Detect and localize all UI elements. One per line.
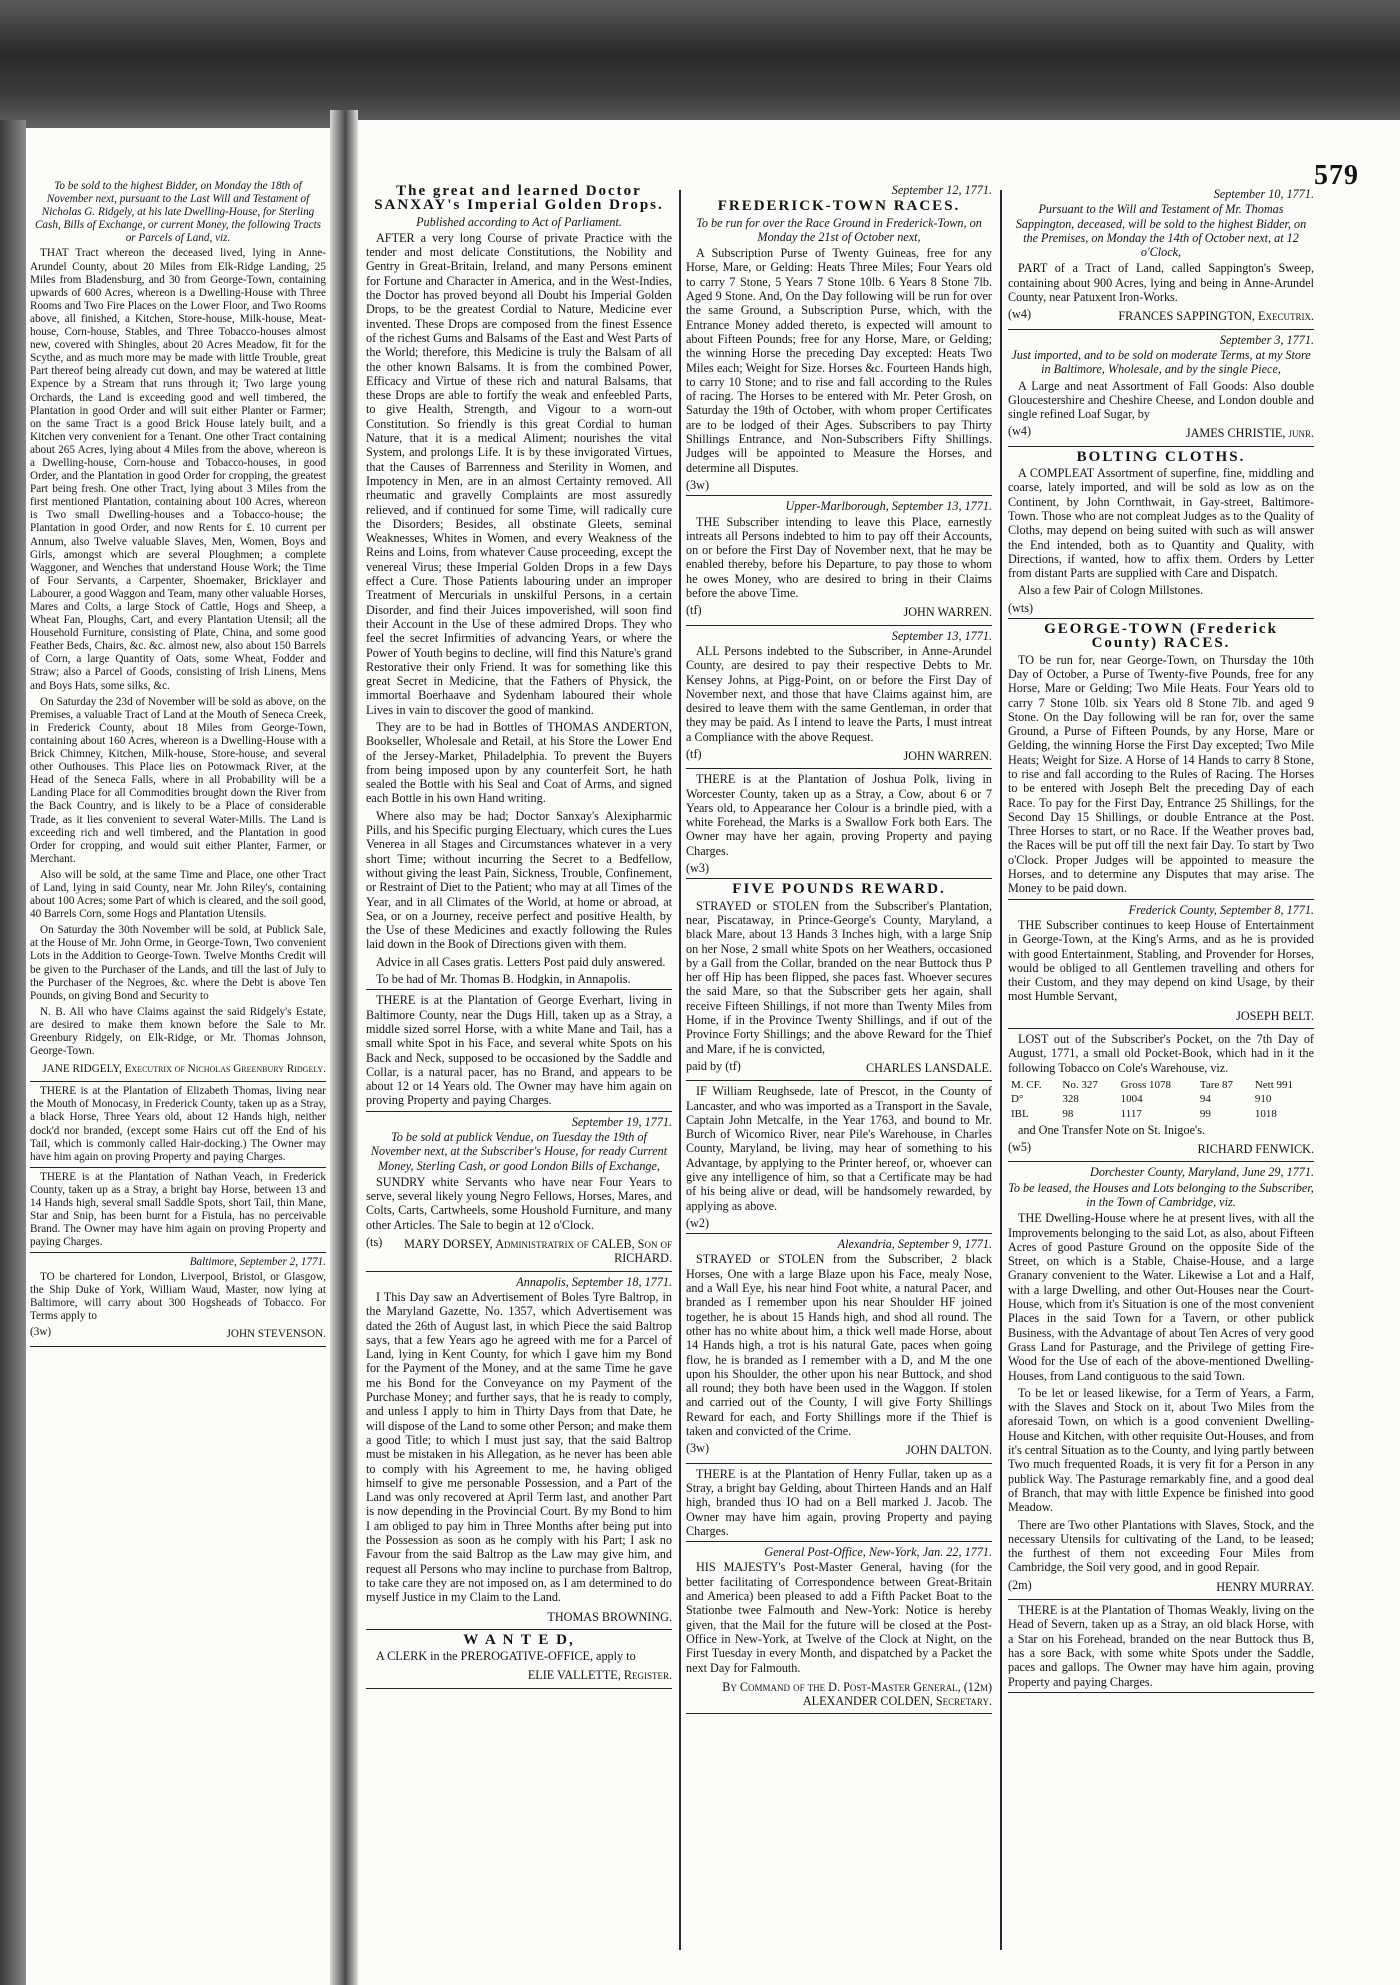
ad-paragraph: Advice in all Cases gratis. Letters Post paid duly answered. (376, 954, 666, 969)
ad-date: Alexandria, September 9, 1771. (837, 1237, 992, 1252)
ad-signature: JOHN WARREN. (903, 748, 992, 763)
ad-paragraph: A Subscription Purse of Twenty Guineas, free for any Horse, Mare, or Gelding: Heats Three Miles; Four Years old to carry 7 Stone, 5 Years 7 Stone 10lb. 6 Years 8 Stone 7lb. Aged 9 Stone. And, On the Day following will be run for over the same Ground, a Subscription Purse, which, with the Entrance Money added thereto, is expected will amount to about Fifteen Pounds; free for any Horse, Mare, or Gelding; the winning Horse the preceding Day excepted: Heats Two Miles each; Weight for Size. Horses &c. Fourteen Hands high, to carry 10 Stone; and to rise and fall according to the Rules of racing. The Horses to be entered with Mr. Peter Grosh, on Saturday the 19th of October, with whom proper Certificates are to be lodged of their Ages. Subscribers to pay Thirty Shillings Entrance, and Non-Subscribers Fifty Shillings. Judges will be appointed to Measure the Horses, and determine all Disputes. (686, 246, 992, 475)
column-4 (1008, 186, 1314, 1966)
table-cell: 328 (1062, 1093, 1079, 1106)
table-cell: 1117 (1120, 1107, 1142, 1120)
ad-paragraph: THE Dwelling-House where he at present lives, with all the Improvements belonging to the said Lot, as also, about Fifteen Acres of good Pasture Ground on the opposite Side of the Street, on which is a Stable, Chaise-House, and a large Granary convenient to the Water. Likewise a Lot and a Half, with a large Dwelling, and other Out-Houses near the Court-House, which from it's Situation is one of the most convenient Places in the said Town for a Tavern, or other publick Business, with the Advantage of about Ten Acres of very good Grass Land for Pasturage, and the Privilege of getting Fire-Wood for the Use of each of the above-mentioned Dwelling-Houses, from Land contiguous to the said Town. (1008, 1211, 1314, 1383)
advertisement (686, 499, 992, 621)
ad-divider (686, 495, 992, 496)
ad-divider (1008, 618, 1314, 619)
ad-signature-line (686, 747, 992, 765)
table-row (1008, 1107, 1314, 1121)
ad-title: W A N T E D, (463, 1631, 575, 1648)
advertisement (686, 772, 992, 875)
ad-signature-line (366, 1608, 672, 1626)
ad-code: (w5) (1008, 1140, 1032, 1155)
ad-code: (w2) (686, 1215, 710, 1230)
advertisement (366, 184, 672, 986)
ad-paragraph: THE Subscriber intending to leave this Place, earnestly intreats all Persons indebted to him to pay off their Accounts, on or before the First Day of November next, that he may be enabled thereby, before his Departure, to pay those to whom he owes Money, who are desired to bring in their Claims before the above Time. (686, 514, 992, 601)
ad-paragraph: STRAYED or STOLEN from the Subscriber's Plantation, near, Piscataway, in Prince-George's County, Maryland, a black Mare, about 13 Hands 3 Inches high, with a large Snip on her Nose, 2 small white Spots on her Weathers, occasioned by a Gall from the Collar, branded on the near Buttock thus P her off Hip has been flipped, she paces fast. Whoever secures the said Mare, so that the Subscriber gets her again, shall receive Fifteen Shillings, if not more than Twenty Miles from Home, if in the Province Twenty Shillings, and if out of the Province Forty Shillings; and the above Reward for the Thief and Mare, if he is convicted, (686, 898, 992, 1056)
ad-date: September 3, 1771. (1219, 332, 1314, 347)
ad-divider (686, 1463, 992, 1464)
ad-code: (w4) (1008, 424, 1032, 439)
ad-signature-line (686, 1059, 992, 1077)
ad-note: and One Transfer Note on St. Inigoe's. (1018, 1122, 1206, 1137)
ad-divider (686, 768, 992, 769)
ad-code: (tf) (686, 746, 702, 761)
ad-divider (1008, 1599, 1314, 1600)
ad-code: (w3) (686, 861, 710, 876)
ad-signature-line (366, 1666, 672, 1684)
ad-date: Dorchester County, Maryland, June 29, 1771. (1090, 1165, 1314, 1180)
ad-signature: HENRY MURRAY. (1216, 1579, 1314, 1594)
ad-intro: To be sold to the highest Bidder, on Monday the 18th of November next, pursuant to the Last Will and Testament of Nicholas G. Ridgely, at his late Dwelling-House, for Sterling Cash, Bills of Exchange, or current Money, the following Tracts or Parcels of Land, viz. (34, 180, 322, 245)
ad-signature: THOMAS BROWNING. (547, 1609, 672, 1624)
ad-divider (686, 878, 992, 879)
table-cell: 94 (1199, 1093, 1211, 1106)
ad-code: (3w) (686, 1441, 710, 1456)
advertisement (366, 1633, 672, 1685)
book-spine (330, 110, 358, 1985)
book-top-shadow (0, 0, 1400, 135)
ad-paragraph: ALL Persons indebted to the Subscriber, in Anne-Arundel County, are desired to pay their respective Debts to Mr. Kensey Johns, at Pigg-Point, on or before the First Day of November next, and those that have Claims against him, are desired to leave them with the same Gentleman, in order that they may be paid. As I intend to leave the Parts, I must intreat a Compliance with the above Request. (686, 643, 992, 744)
ad-signature-line (1008, 1140, 1314, 1158)
ad-paragraph: AFTER a very long Course of private Practice with the tender and most delicate Constitutions, the Nobility and Gentry in Great-Britain, Ireland, and many Persons eminent for Fortune and Character in America, and in the West-Indies, the Doctor has proved beyond all Doubt his Imperial Golden Drops, to be the greatest Cordial to Nature, Medicine ever invented. These Drops are composed from the finest Essence of the richest Gums and Balsams of the East and West Parts of the World; therefore, this Medicine is truly the Balsam of all the other known Balsams. It is from the combined Power, Efficacy and Virtue of these rich and natural Balsams, that these Drops are able to fortify the weak and enfeebled Parts, to give Health, Strength, and Vigour to a worn-out Constitution. So friendly is this great Cordial to human Nature, that it is a medical Aliment; nourishes the vital System, and prolongs Life. It is by these invigorated Virtues, that the Causes of Barrenness and Sterility in Women, and Impotency in Men, are in an almost Certainty removed. All rheumatic and gravelly Complaints are most assuredly relieved, and if continued for some Time, will radically cure the Disorders; Besides, all obstinate Gleets, seminal Weaknesses, Whites in Women, and every Weakness of the Reins and Loins, from whatever Cause proceeding, except the venereal Virus; these Imperial Golden Drops in a few Days effect a Cure. Those Patients labouring under an improper Treatment of Mercurials in unskilful Persons, in a certain Disorder, and find their Juices impoverished, will soon find their Account in the Use of these admired Drops. They who feel the secret Infirmities of advancing Years, or where the Power of Youth begins to decline, will find this Nature's grand Restorative their only Friend. It was for something like this great Secret in Medicine, that the Fathers of Physick, the immortal Boerhaave and Sydenham laboured their whole Lives in vain to discover the good of mankind. (366, 230, 672, 717)
ad-signature: JOSEPH BELT. (1236, 1008, 1314, 1023)
ad-divider (30, 1081, 326, 1082)
ad-paragraph: A CLERK in the PREROGATIVE-OFFICE, apply to (376, 1649, 636, 1664)
column-3 (686, 182, 992, 1962)
advertisement (30, 1256, 326, 1343)
ad-divider (366, 1111, 672, 1112)
ad-paragraph: There are Two other Plantations with Slaves, Stock, and the necessary Utensils for cultivating of the Land, to be leased; the furthest of them not exceeding Four Miles from Cambridge, the Soil very good, and in good Repair. (1008, 1517, 1314, 1575)
ad-paragraph: STRAYED or STOLEN from the Subscriber, 2 black Horses, One with a large Blaze upon his Face, mealy Nose, and a Wall Eye, his near hind Foot white, a natural Pacer, and branded as I remember upon his near Shoulder HF joined together, he is about 15 Hands high, and shod all round. The other has no white about him, a thick well made Horse, about 14 Hands high, a trot is his natural Gate, paces when going flow, he is branded as I remember with a D, and M the one upon his Shoulder, the other upon his near Buttock, and shod all round; they both have been used in the Waggon. If stolen and carried out of the County, I will give Forty Shillings Reward for each, and Forty Shillings more if the Thief is taken and convicted of the Crime. (686, 1252, 992, 1439)
ad-code: (tf) (686, 603, 702, 618)
advertisement (686, 1545, 992, 1710)
table-cell: 1018 (1254, 1107, 1277, 1120)
table-cell: No. 327 (1062, 1078, 1098, 1091)
ad-date: September 13, 1771. (891, 628, 992, 643)
table-row (1008, 1078, 1314, 1092)
ad-date: September 10, 1771. (1213, 187, 1314, 201)
book-left-edge (0, 120, 26, 1985)
advertisement (686, 1237, 992, 1459)
ad-code: (wts) (1008, 600, 1034, 615)
advertisement (686, 629, 992, 766)
ad-paragraph: To be had of Mr. Thomas B. Hodgkin, in Annapolis. (376, 972, 631, 987)
ad-signature-line (1008, 307, 1314, 325)
ad-signature: JAMES CHRISTIE, junr. (1185, 426, 1314, 441)
ad-paragraph: THERE is at the Plantation of George Everhart, living in Baltimore County, near the Dugs Hill, taken up as a Stray, a middle sized sorrel Horse, with a white Mane and Tail, has a small white Spot in his Face, and several white Spots on his Back and Neck, supposed to be occasioned by the Saddle and Collar, is a natural pacer, has no Brand, and appears to be about 12 or 14 Years old. The Owner may have him again on proving Property and paying Charges. (366, 993, 672, 1108)
ad-date: September 19, 1771. (571, 1114, 672, 1129)
table-cell: IBL (1011, 1107, 1029, 1120)
ad-divider (366, 1271, 672, 1272)
advertisement (1008, 903, 1314, 1025)
advertisement (1008, 622, 1314, 896)
ad-divider (30, 1346, 326, 1347)
advertisement (30, 180, 326, 1078)
ad-signature: CHARLES LANSDALE. (866, 1060, 992, 1075)
ad-paragraph: THERE is at the Plantation of Henry Fullar, taken up as a Stray, a bright bay Gelding, about Thirteen Hands and an Half high, branded thus IO had on a Bell marked J. Jacob. The Owner may have him again, proving Property and paying Charges. (686, 1466, 992, 1538)
ad-signature-line (686, 1216, 992, 1230)
ad-paragraph: Where also may be had; Doctor Sanxay's Alexipharmic Pills, and his Specific purging Electuary, which cures the Lues Venerea in all Stages and Circumstances whatever in a very short Time; without incurring the Secret to a Bedfellow, without giving the least Pain, Sickness, Trouble, Confinement, or Restraint of Diet to the Patient; who may at all Times of the Year, and in all Climates of the World, at home or abroad, at Sea, or on a Journey, receive perfect and positive Health, by the Use of these Medicines and exactly following the Rules laid down in the Book of Directions given with them. (366, 808, 672, 952)
ad-title: FREDERICK-TOWN RACES. (717, 198, 961, 215)
ad-signature: JOHN DALTON. (906, 1443, 992, 1458)
ad-signature-line (686, 1441, 992, 1459)
ad-paragraph: A Large and neat Assortment of Fall Goods: Also double Gloucestershire and Cheshire Cheese, and London double and single refined Loaf Sugar, by (1008, 378, 1314, 422)
ad-divider (30, 1167, 326, 1168)
ad-paragraph: They are to be had in Bottles of THOMAS ANDERTON, Bookseller, Wholesale and Retail, at his Store the Lower End of the Jersey-Market, Philadelphia. To prevent the Buyers from being imposed upon by any counterfeit Sort, he hath sealed the Bottle with his Seal and Coat of Arms, and signed each Bottle in his own Hand writing. (366, 719, 672, 806)
ad-paragraph: Also will be sold, at the same Time and Place, one other Tract of Land, lying in said County, near Mr. John Riley's, containing about 100 Acres; some Part of which is cleared, and the soil good, 40 Barrels Corn, some Hogs and Plantation Utensils. (30, 868, 326, 921)
ad-signature-line (30, 1061, 326, 1078)
advertisement (366, 993, 672, 1107)
table-row (1008, 1092, 1314, 1106)
ad-title: BOLTING CLOTHS. (1076, 448, 1246, 465)
ad-divider (686, 625, 992, 626)
ad-date: General Post-Office, New-York, Jan. 22, 1771. (764, 1545, 992, 1560)
ad-signature-line (686, 861, 992, 875)
ad-code: (3w) (30, 1325, 52, 1338)
ad-divider (1008, 446, 1314, 447)
ad-date: Upper-Marlborough, September 13, 1771. (785, 499, 992, 514)
advertisement (30, 1171, 326, 1250)
ad-signature-line (366, 1235, 672, 1268)
ad-title: FIVE POUNDS REWARD. (732, 881, 946, 898)
advertisement (1008, 450, 1314, 615)
advertisement (1008, 1032, 1314, 1158)
ad-date: Annapolis, September 18, 1771. (516, 1274, 672, 1289)
ad-signature: MARY DORSEY, Administratrix of CALEB, Son of RICHARD. (404, 1237, 672, 1266)
ad-date: Baltimore, September 2, 1771. (189, 1256, 326, 1269)
advertisement (30, 1085, 326, 1164)
advertisement (366, 1275, 672, 1626)
ad-intro: Just imported, and to be sold on moderate Terms, at my Store in Baltimore, Wholesale, and by the single Piece, (1011, 347, 1311, 377)
tobacco-table (1008, 1078, 1314, 1121)
ad-divider (30, 1252, 326, 1253)
ad-nb: N. B. All who have Claims against the said Ridgely's Estate, are desired to make them known before the Sale to Mr. Greenbury Ridgely, on Elk-Ridge, or Mr. Thomas Johnson, George-Town. (30, 1005, 326, 1058)
ad-paragraph: I This Day saw an Advertisement of Boles Tyre Baltrop, in the Maryland Gazette, No. 1357, which Advertisement was dated the 26th of August last, in which Piece the said Baltrop says, that a few Years ago he agreed with me for a Parcel of Land, lying in Kent County, for which I gave him my Bond for the Payment of the Money, and at the same Time he gave me his Bond for the Conveyance on my Payment of the Purchase Money; and further says, that he is ready to comply, and unless I apply to him in Thirty Days from that Date, he will dispose of the Land to some other Person; and make them a good Title; to which I must just say, that the said Baltrop must be mistaken in his Allegation, as he never has been able to comply with his Agreement to me, he having obliged himself to give me personable Possession, and a Part of the Land was only recovered at April Term last, and another Part is now depending in the Provincial Court. By my Bond to him I am obliged to pay him in Three Months after being put into the Possession as soon as he comply with his Part; I ask no Favour from the said Baltrop as the Law may give him, and request all Persons who may incline to purchase from Baltrop, to take care they are not imposed on, as I am determined to do myself Justice in my Claim to the Land. (366, 1289, 672, 1605)
ad-paragraph: A COMPLEAT Assortment of superfine, fine, middling and coarse, lately imported, and will be sold as low as on the Continent, by John Cornthwait, in Gay-street, Baltimore-Town. Those who are not compleat Judges as to the Quality of Cloths, may depend on being suited with such as will answer the End intended, both as to Quantity and Quality, with Directions, if wanted, how to affix them. Orders by Letter from distant Parts are supplied with Care and Dispatch. (1008, 466, 1314, 581)
ad-title: The great and learned Doctor SANXAY's Imperial Golden Drops. (374, 183, 664, 214)
advertisement (686, 1084, 992, 1230)
ad-date: Frederick County, September 8, 1771. (1128, 902, 1314, 917)
ad-signature: RICHARD FENWICK. (1197, 1142, 1314, 1157)
ad-paragraph: THERE is at the Plantation of Thomas Weakly, living on the Head of Severn, taken up as a Stray, an old black Horse, with a Star on his Forehead, branded on the near Buttock thus B, has a sore Back, with some white Spots under the Saddle, paces and gallops. The Owner may have him again, proving Property and paying Charges. (1008, 1603, 1314, 1689)
ad-paragraph: TO be run for, near George-Town, on Thursday the 10th Day of October, a Purse of Twenty-five Pounds, free for any Horse, Mare or Gelding; Two Mile Heats. Four Years old to carry 7 Stone 10lb. six Years old 8 Stone 7lb. and aged 9 Stone. On the Day following will be ran for, over the same Ground, a Purse of Fifteen Pounds, by any Horse, Mare or Gelding, the winning Horse the First Day excepted; Two Mile Heats; Weight for Size. A Horse of 14 Hands to carry 8 Stone, to rise and fall according to the Rules of Racing. The Horses to be entered with Joseph Belt the preceding Day of each Race. To pay for the First Day, Entrance 25 Shillings, for the Second Day 15 Shillings, or double Entrance at the Post. Three Horses to start, or no Race. If the Weather proves bad, the Races will be put off till the next fair Day. To start by Two o'Clock. Proper Judges will be appointed to measure the Horses, and to determine any Disputes that may arise. The Money to be paid down. (1008, 652, 1314, 896)
ad-paragraph: THE Subscriber continues to keep House of Entertainment in George-Town, at the King's Arms, and as he is provided with good Entertainment, Stabling, and Provender for Horses, would be obliged to all Gentlemen travelling and others for their Custom, and they may depend on kind Usage, by their most Humble Servant, (1008, 917, 1314, 1004)
table-cell: 98 (1062, 1107, 1074, 1120)
advertisement (1008, 1603, 1314, 1689)
ad-signature-line (30, 1326, 326, 1343)
ad-divider (686, 1080, 992, 1081)
ad-signature-line (686, 1678, 992, 1711)
ad-signature-line (686, 603, 992, 621)
ad-signature: ELIE VALLETTE, Register. (527, 1668, 672, 1683)
ad-intro: To be leased, the Houses and Lots belonging to the Subscriber, in the Town of Cambridge, viz. (1008, 1180, 1314, 1209)
ad-title: GEORGE-TOWN (Frederick County) RACES. (1044, 621, 1278, 652)
ad-divider (1008, 1692, 1314, 1693)
ad-paragraph: TO be chartered for London, Liverpool, Bristol, or Glasgow, the Ship Duke of York, William Waud, Master, now lying at Baltimore, will carry about 300 Hogsheads of Tobacco. For Terms apply to (30, 1270, 326, 1322)
ad-date: September 12, 1771. (891, 183, 992, 197)
ad-signature: JOHN WARREN. (903, 605, 992, 620)
ad-signature-line (686, 478, 992, 492)
advertisement (1008, 1165, 1314, 1596)
table-cell: M. CF. (1011, 1078, 1042, 1091)
ad-paragraph: On Saturday the 30th November will be sold, at Publick Sale, at the House of Mr. John Orme, in George-Town, Two convenient Lots in the Addition to George-Town. Twelve Months Credit will be given to the Purchaser of the Lands, and till the last of July to the Purchaser of the Negroes, &c. where the Debt is above Ten Pounds, on giving Bond and Security to (30, 924, 326, 1002)
ad-signature-line (1008, 424, 1314, 442)
ad-divider (1008, 899, 1314, 900)
ad-signature: By Command of the D. Post-Master General, (12m) ALEXANDER COLDEN, Secretary. (722, 1679, 992, 1709)
advertisement (366, 1115, 672, 1268)
column-divider-1 (679, 190, 681, 1950)
ad-code: (ts) (366, 1235, 383, 1250)
advertisement (1008, 187, 1314, 326)
advertisement (686, 183, 992, 492)
ad-divider (366, 1629, 672, 1630)
ad-divider (1008, 1161, 1314, 1162)
table-cell: 1004 (1120, 1093, 1143, 1106)
advertisement (686, 1467, 992, 1538)
ad-signature-line (1008, 1578, 1314, 1596)
table-cell: 910 (1254, 1093, 1272, 1106)
ad-paragraph: HIS MAJESTY's Post-Master General, having (for the better facilitating of Correspondence between Great-Britain and America) been pleased to add a Fifth Packet Boat to the Stationbe twee Falmouth and New-York: Notice is hereby given, that the Mail for the future will be closed at the Post-Office in New-York, at Twelve of the Clock at Night, on the First Tuesday in every Month, and dispatched by a Packet the next Day for Falmouth. (686, 1560, 992, 1675)
ad-divider (366, 1688, 672, 1689)
ad-code: paid by (tf) (686, 1058, 741, 1073)
ad-code: (2m) (1008, 1577, 1032, 1592)
page-number: 579 (1314, 160, 1359, 191)
ad-signature: JOHN STEVENSON. (226, 1327, 326, 1340)
ad-code: (3w) (686, 477, 710, 492)
column-2 (366, 182, 672, 1962)
ad-paragraph: LOST out of the Subscriber's Pocket, on the 7th Day of August, 1771, a small old Pocket-Book, which had in it the following Tobacco on Cole's Warehouse, viz. (1008, 1032, 1314, 1075)
ad-note: Also a few Pair of Cologn Millstones. (1018, 583, 1204, 598)
table-cell: D° (1011, 1093, 1024, 1106)
advertisement (686, 882, 992, 1077)
ad-divider (686, 1713, 992, 1714)
ad-divider (686, 1541, 992, 1542)
ad-intro: To be sold at publick Vendue, on Tuesday the 19th of November next, at the Subscriber's House, for ready Current Money, Sterling Cash, or good London Bills of Exchange, (370, 1130, 668, 1173)
ad-divider (686, 1233, 992, 1234)
ad-paragraph: THAT Tract whereon the deceased lived, lying in Anne-Arundel County, about 20 Miles from Elk-Ridge Landing, 25 Miles from Bladensburg, and 30 from George-Town, containing upwards of 600 Acres, whereon is a Dwelling-House with Three Rooms and Two Fire Places on the Lower Floor, and Two Rooms above, all finished, a Kitchen, Store-house, Milk-house, Meat-house, Corn-house, Stables, and Three Tobacco-houses almost new, covered with Shingles, about 20 Acres Meadow, fit for the Scythe, and as much more may be made with little Trouble, great Part thereof being already cut down, and may be watered at little Expence by a Stream that runs through it; Two large young Orchards, the Land is exceeding good and well timbered, the Plantation in good Order and will suit either Planter or Farmer; on the same Tract is a good Brick House lately built, and a Kitchen very convenient for a Tenant. One other Tract containing about 265 Acres, lying about 4 Miles from the above, whereon is a Dwelling-house, Corn-house and Tobacco-houses, in good Order, and the Plantation in good Order for cropping, the greatest Part being fresh. One other Tract, lying about 3 Miles from the first mentioned Plantation, containing about 100 Acres, whereon is Two small Dwelling-houses and a Tobacco-house; the Plantation in good Order, and now Rents for £. 10 current per Annum, also Twelve valuable Slaves, Men, Women, Boys and Girls, amongst which are several Ploughmen; a complete Waggoner, and Wenches that understand House Work; the Time of Four Servants, a Carpenter, Shoemaker, Bricklayer and Labourer, a good Waggon and Team, many other valuable Horses, Mares and Colts, a large Stock of Cattle, Hogs and Sheep, a Wheat Fan, Ploughs, Cart, and every Plantation Utensil; all the Household Furniture, consisting of Plate, China, and some good Feather Beds, Chairs, &c. &c. almost new, also about 150 Barrels of Corn, a large Quantity of Oats, some Wheat, Fodder and Straw; also a Parcel of Goods, consisting of Irish Linens, Mens and Boys Hats, some silks, &c. (30, 247, 326, 692)
table-cell: Tare 87 (1199, 1078, 1234, 1091)
ad-paragraph: THERE is at the Plantation of Nathan Veach, in Frederick County, taken up as a Stray, a bright bay Horse, between 13 and 14 Hands high, several small Saddle Spots, short Tail, thin Mane, Star and Snip, has been burnt for a Fistula, has no perceivable Brand. The Owner may have him again on proving Property and paying Charges. (30, 1170, 326, 1249)
column-divider-2 (1000, 190, 1002, 1950)
ad-paragraph: SUNDRY white Servants who have near Four Years to serve, several likely young Negro Fellows, Horses, Mares, and Colts, Carts, Cartwheels, some Houshold Furniture, and many other Articles. The Sale to begin at 12 o'Clock. (366, 1174, 672, 1232)
ad-paragraph: PART of a Tract of Land, called Sappington's Sweep, containing about 900 Acres, lying and being in Anne-Arundel County, near Patuxent Iron-Works. (1008, 261, 1314, 305)
ad-intro: To be run for over the Race Ground in Frederick-Town, on Monday the 21st of October next, (696, 215, 982, 244)
ad-paragraph: IF William Reughsede, late of Prescot, in the County of Lancaster, and who was imported as a Transport in the Savale, Captain John Metcalfe, in the Year 1763, and bound to Mr. Burch of Wicomico River, near Pile's Warehouse, in Charles County, Maryland, be living, may hear of something to his Advantage, by applying to the Printer hereof, or, whoever can give any intelligence of him, so that a Certificate may be had of his being alive or dead, will be handsomely rewarded, by applying as above. (686, 1084, 992, 1213)
ad-paragraph: To be let or leased likewise, for a Term of Years, a Farm, with the Slaves and Stock on it, about Two Miles from the aforesaid Town, on which is a good convenient Dwelling-House and Kitchen, with other requisite Out-Houses, and from it's central Situation as to the County, and lying partly between Two much frequented Roads, it is very fit for a Person in any publick Way. The Pasturage remarkably fine, and a good deal of Branch, that may with little Expence be finished into good Meadow. (1008, 1385, 1314, 1515)
ad-divider (1008, 1028, 1314, 1029)
ad-paragraph: THERE is at the Plantation of Elizabeth Thomas, living near the Mouth of Monocasy, in Frederick County, taken up as a Stray, a black Horse, Three Years old, about 12 Hands high, neither dock'd nor branded, (except some Hairs cut off the End of his Tail, which is commonly called Hair-docking.) The Owner may have him again on proving Property and paying Charges. (30, 1085, 326, 1163)
table-cell: 99 (1199, 1107, 1211, 1120)
ad-signature-line (1008, 1007, 1314, 1025)
column-1 (30, 180, 326, 1740)
advertisement (1008, 333, 1314, 443)
ad-intro: Published according to Act of Parliament. (416, 214, 622, 229)
ad-intro: Pursuant to the Will and Testament of Mr. Thomas Sappington, deceased, will be sold to the highest Bidder, on the Premises, on Monday the 14th of October next, at 12 o'Clock, (1015, 202, 1307, 260)
ad-signature: FRANCES SAPPINGTON, Executrix. (1118, 309, 1314, 324)
ad-paragraph: On Saturday the 23d of November will be sold as above, on the Premises, a valuable Tract of Land at the Mouth of Seneca Creek, in Frederick County, about 18 Miles from George-Town, containing about 160 Acres, whereon is a Dwelling-House with a Brick Chimney, Kitchen, Milk-house, Store-house, and several other Outhouses. This Place lies on Potowmack River, at the Head of the Seneca Falls, where in all Probability will be a Landing Place for all Commodities brought down the River from the Back Country, and is likely to be a Place of considerable Trade, as it lies convenient to several Water-Mills. The Land is exceeding rich and well timbered, and the Plantation in good Order for cropping, and would suit either Planter, Farmer, or Merchant. (30, 695, 326, 865)
ad-divider (366, 989, 672, 990)
table-cell: Nett 991 (1254, 1078, 1294, 1091)
ad-signature: JANE RIDGELY, Executrix of Nicholas Greenbury Ridgely. (42, 1063, 326, 1076)
ad-signature-line (1008, 601, 1314, 615)
ad-paragraph: THERE is at the Plantation of Joshua Polk, living in Worcester County, taken up as a Stray, a Cow, about 6 or 7 Years old, to Appearance her Colour is a brindle pied, with a white Forehead, the Marks is a Swallow Fork both Ears. The Owner may have her again, proving Property and paying Charges. (686, 772, 992, 858)
table-cell: Gross 1078 (1120, 1078, 1172, 1091)
ad-divider (1008, 329, 1314, 330)
ad-code: (w4) (1008, 307, 1032, 322)
